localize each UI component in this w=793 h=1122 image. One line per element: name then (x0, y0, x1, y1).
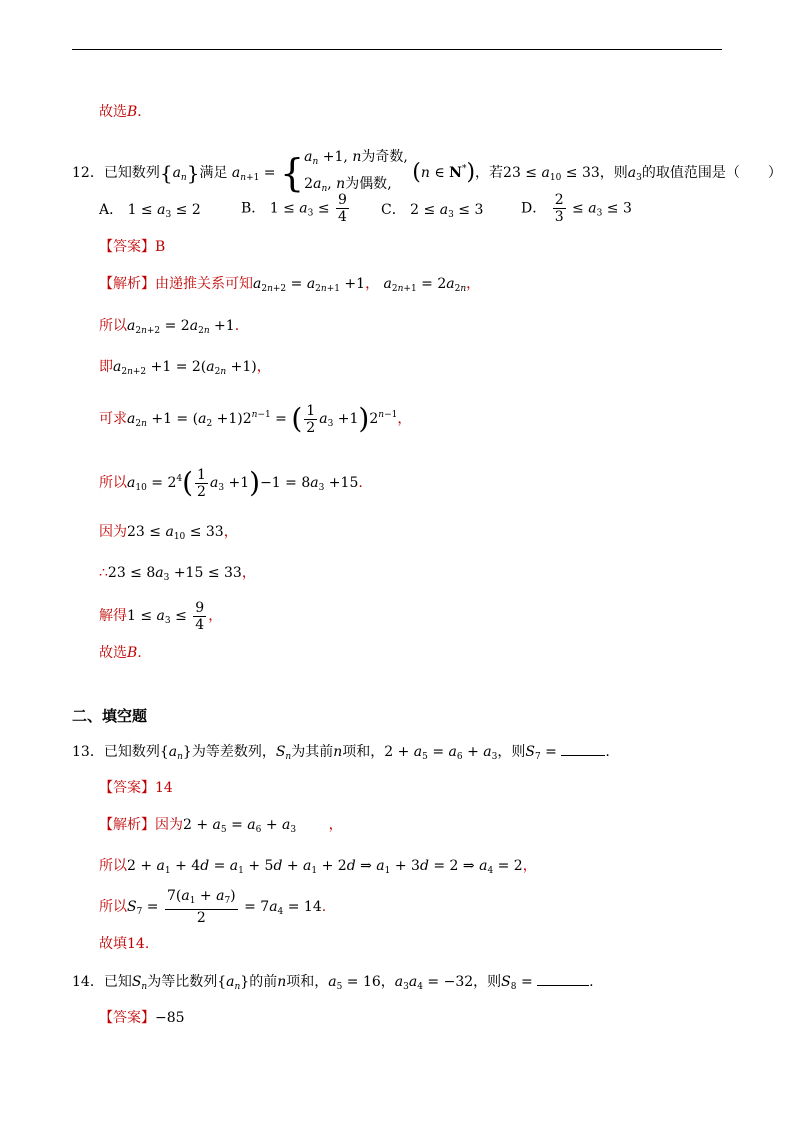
q13-analysis-line-1: 【解析】因为$2 + a_5 = a_6 + a_3$ ， (99, 817, 343, 835)
q12-analysis-line-2: 所以$a_{2n+2} = 2a_{2n} +1$. (99, 318, 240, 336)
q13-analysis-line-3: 所以$S_7$ = $\frac{7(a_1 + a_7)}{2}$ = $7a_4 = 14$. (99, 888, 327, 926)
q12-analysis-line-4: 可求$a_{2n} +1 = (a_2 +1)2^{n-1}$ = ( $\frac{1}{2}$ $a_3 +1)2^{n-1}$， (99, 402, 412, 436)
q12-analysis-line-5: 所以$a_{10} = 2^4$( $\frac{1}{2}$ $a_3 +1)-1 = 8a_3 +15$. (99, 466, 363, 500)
q12-analysis-line-7: ∴23 ≤ $8a_3 +15 \le 33$， (99, 565, 256, 583)
q12-option-c: C． $2 \le a_3 \le 3$ (381, 202, 484, 220)
q13-fill: 故填14. (99, 936, 150, 952)
q14-answer-blank (537, 971, 589, 986)
section-title: 二、填空题 (72, 707, 148, 725)
q12-conclusion: 故选B. (99, 645, 142, 661)
q13-answer-blank (561, 741, 605, 756)
q12-analysis-line-3: 即$a_{2n+2} +1 = 2(a_{2n} +1)$， (99, 359, 271, 377)
q12-stem: 12．已知数列$\{a_n\}$满足 $a_{n+1}$ = { $a_n +1$, n为奇数, $2a_n$, n为偶数, (n ∈ N*)，若$23 \le a_{10} \le 33$，则$a_3$的取值范围是（ ） (72, 149, 782, 195)
q13-answer: 【答案】14 (99, 780, 173, 796)
q13-analysis-line-2: 所以$2 + a_1 + 4d = a_1 + 5d + a_1 + 2d$ ⇒ $a_1 + 3d = 2$ ⇒ $a_4 = 2$， (99, 858, 537, 876)
header-rule (72, 49, 722, 50)
q12-answer: 【答案】B (99, 239, 166, 255)
q13-stem: 13．已知数列$\{a_n\}$为等差数列，$S_n$为其前n项和，$2 + a_5 = a_6 + a_3$，则$S_7$ = . (72, 741, 610, 767)
q11-conclusion: 故选B． (99, 104, 152, 120)
q14-stem: 14．已知$S_n$为等比数列$\{a_n\}$的前n项和，$a_5 = 16$，$a_3a_4 = -32$，则$S_8$ = . (72, 971, 594, 997)
q14-answer: 【答案】−85 (99, 1010, 185, 1026)
q12-analysis-line-8: 解得$1 \le a_3$ ≤ $\frac{9}{4}$ ， (99, 599, 223, 633)
q12-analysis-line-6: 因为$23 \le a_{10} \le 33$， (99, 524, 238, 542)
q12-analysis-line-1: 【解析】由递推关系可知$a_{2n+2} = a_{2n+1} +1$， $a_{2n+1} = 2a_{2n}$， (99, 276, 481, 294)
q12-option-d: D． $\frac{2}{3}$ ≤ $a_3 \le 3$ (521, 192, 632, 225)
q12-option-b: B． $1 \le a_3$ ≤ $\frac{9}{4}$ (241, 192, 347, 225)
q12-option-a: A． $1 \le a_3 \le 2$ (99, 202, 201, 220)
